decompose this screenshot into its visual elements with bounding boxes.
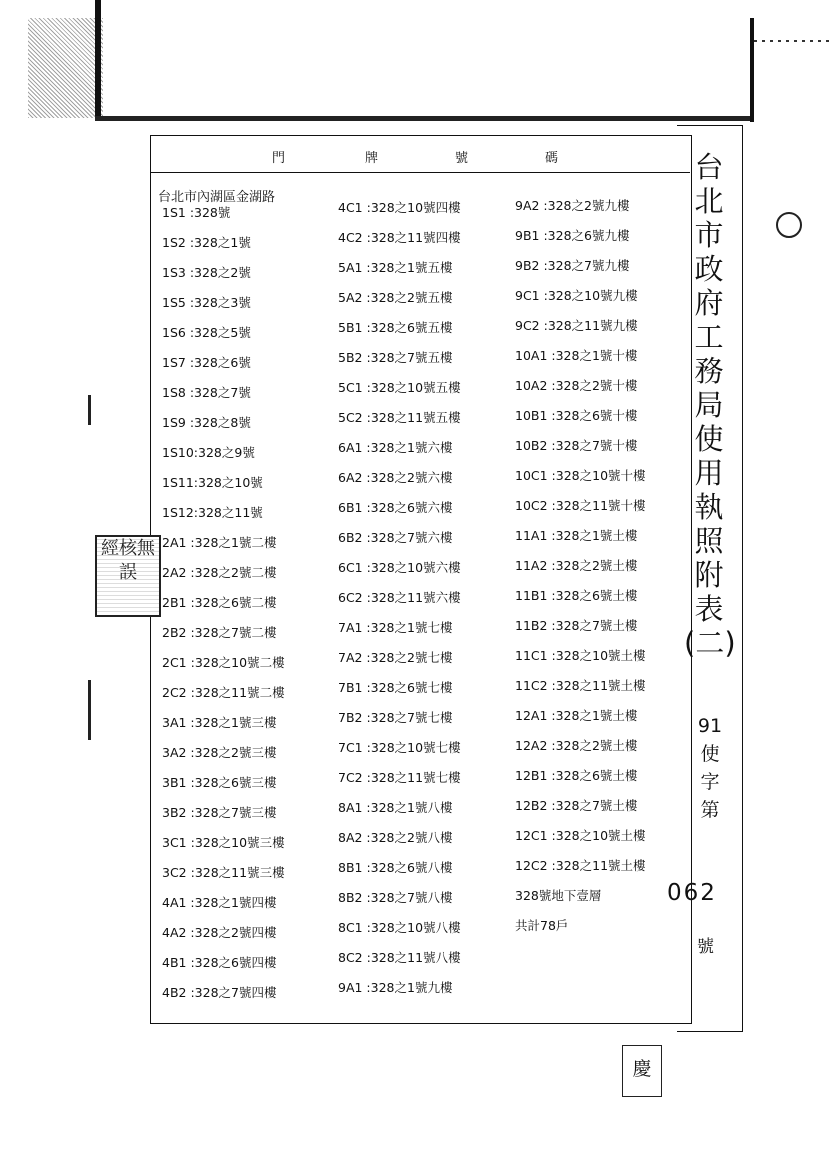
address-prefix: 台北市內湖區金湖路: [158, 190, 276, 205]
punch-hole: [776, 212, 802, 238]
address-entry: 10C2 :328之11號十樓: [515, 498, 646, 513]
address-entry: 3C2 :328之11號三樓: [162, 865, 285, 880]
address-entry: 4C2 :328之11號四樓: [338, 230, 461, 245]
doc-year: 91: [697, 715, 723, 737]
address-entry: 11A1 :328之1號土樓: [515, 528, 638, 543]
margin-mark: [88, 395, 91, 425]
address-entry: 11A2 :328之2號土樓: [515, 558, 638, 573]
address-entry: 12B2 :328之7號土樓: [515, 798, 638, 813]
address-entry: 5B2 :328之7號五樓: [338, 350, 453, 365]
address-entry: 11C2 :328之11號土樓: [515, 678, 646, 693]
address-entry: 12B1 :328之6號土樓: [515, 768, 638, 783]
address-entry: 12C2 :328之11號土樓: [515, 858, 646, 873]
address-entry: 共計78戶: [515, 918, 569, 933]
address-column-2: [338, 193, 461, 1003]
approval-stamp: 經核無誤: [95, 535, 161, 617]
address-entry: 10B1 :328之6號十樓: [515, 408, 638, 423]
address-entry: 4B1 :328之6號四樓: [162, 955, 277, 970]
address-entry: 7C2 :328之11號七樓: [338, 770, 461, 785]
address-entry: 7A1 :328之1號七樓: [338, 620, 453, 635]
address-entry: 12A1 :328之1號土樓: [515, 708, 638, 723]
address-entry: 8C1 :328之10號八樓: [338, 920, 461, 935]
address-entry: 5C2 :328之11號五樓: [338, 410, 461, 425]
doc-char-di: 第: [700, 799, 720, 821]
address-entry: 1S11:328之10號: [162, 475, 263, 490]
address-entry: 6B2 :328之7號六樓: [338, 530, 453, 545]
address-entry: 6C1 :328之10號六樓: [338, 560, 461, 575]
address-entry: 1S8 :328之7號: [162, 385, 251, 400]
header-hao: 號: [455, 151, 469, 166]
address-entry: 1S9 :328之8號: [162, 415, 251, 430]
margin-mark: [88, 680, 91, 740]
address-entry: 2C2 :328之11號二樓: [162, 685, 285, 700]
address-entry: 8A2 :328之2號八樓: [338, 830, 453, 845]
scan-edge-right: [750, 18, 754, 122]
address-entry: 12A2 :328之2號土樓: [515, 738, 638, 753]
address-entry: 5C1 :328之10號五樓: [338, 380, 461, 395]
address-entry: 1S12:328之11號: [162, 505, 263, 520]
address-entry: 8C2 :328之11號八樓: [338, 950, 461, 965]
doc-char-zi: 字: [700, 771, 720, 793]
address-entry: 1S10:328之9號: [162, 445, 255, 460]
address-entry: 11C1 :328之10號土樓: [515, 648, 646, 663]
address-entry: 10C1 :328之10號十樓: [515, 468, 646, 483]
address-entry: 11B1 :328之6號土樓: [515, 588, 638, 603]
address-entry: 3A2 :328之2號三樓: [162, 745, 277, 760]
address-column-1: [162, 198, 285, 1008]
address-entry: 5B1 :328之6號五樓: [338, 320, 453, 335]
doc-number-value: 062: [667, 880, 717, 906]
address-entry: 328號地下壹層: [515, 888, 602, 903]
address-entry: 1S2 :328之1號: [162, 235, 251, 250]
address-entry: 5A1 :328之1號五樓: [338, 260, 453, 275]
address-entry: 3A1 :328之1號三樓: [162, 715, 277, 730]
address-entry: 1S3 :328之2號: [162, 265, 251, 280]
address-entry: 10A1 :328之1號十樓: [515, 348, 638, 363]
header-ma: 碼: [545, 151, 559, 166]
address-entry: 7C1 :328之10號七樓: [338, 740, 461, 755]
address-entry: 2A1 :328之1號二樓: [162, 535, 277, 550]
address-entry: 3C1 :328之10號三樓: [162, 835, 285, 850]
address-entry: 4C1 :328之10號四樓: [338, 200, 461, 215]
address-entry: 9A1 :328之1號九樓: [338, 980, 453, 995]
document-number: [690, 712, 730, 824]
scan-noise: [28, 18, 103, 118]
scan-dashes: [754, 40, 834, 42]
address-entry: 8B1 :328之6號八樓: [338, 860, 453, 875]
address-entry: 5A2 :328之2號五樓: [338, 290, 453, 305]
header-men: 門: [272, 151, 286, 166]
address-entry: 4A1 :328之1號四樓: [162, 895, 277, 910]
address-entry: 9A2 :328之2號九樓: [515, 198, 630, 213]
address-entry: 2A2 :328之2號二樓: [162, 565, 277, 580]
address-entry: 2B1 :328之6號二樓: [162, 595, 277, 610]
address-entry: 9B1 :328之6號九樓: [515, 228, 630, 243]
personal-seal: 慶: [622, 1045, 662, 1097]
address-entry: 3B2 :328之7號三樓: [162, 805, 277, 820]
doc-suffix: 號: [697, 937, 714, 957]
address-entry: 4B2 :328之7號四樓: [162, 985, 277, 1000]
address-entry: 8A1 :328之1號八樓: [338, 800, 453, 815]
address-entry: 10A2 :328之2號十樓: [515, 378, 638, 393]
address-entry: 8B2 :328之7號八樓: [338, 890, 453, 905]
address-entry: 3B1 :328之6號三樓: [162, 775, 277, 790]
address-entry: 6B1 :328之6號六樓: [338, 500, 453, 515]
address-entry: 11B2 :328之7號土樓: [515, 618, 638, 633]
scan-edge-left: [95, 0, 101, 120]
address-column-3: [515, 191, 646, 941]
address-entry: 7A2 :328之2號七樓: [338, 650, 453, 665]
document-title: 台北市政府工務局使用執照附表(二): [684, 150, 736, 660]
address-entry: 9C2 :328之11號九樓: [515, 318, 638, 333]
address-entry: 2B2 :328之7號二樓: [162, 625, 277, 640]
header-pai: 牌: [365, 151, 379, 166]
address-entry: 9C1 :328之10號九樓: [515, 288, 638, 303]
address-entry: 1S7 :328之6號: [162, 355, 251, 370]
address-entry: 10B2 :328之7號十樓: [515, 438, 638, 453]
address-entry: 1S5 :328之3號: [162, 295, 251, 310]
address-entry: 1S1 :328號: [162, 205, 231, 220]
address-entry: 6A1 :328之1號六樓: [338, 440, 453, 455]
address-entry: 7B2 :328之7號七樓: [338, 710, 453, 725]
address-entry: 6C2 :328之11號六樓: [338, 590, 461, 605]
address-entry: 6A2 :328之2號六樓: [338, 470, 453, 485]
address-entry: 4A2 :328之2號四樓: [162, 925, 277, 940]
scan-edge-top: [95, 116, 750, 121]
address-entry: 7B1 :328之6號七樓: [338, 680, 453, 695]
address-entry: 12C1 :328之10號土樓: [515, 828, 646, 843]
address-entry: 9B2 :328之7號九樓: [515, 258, 630, 273]
address-entry: 2C1 :328之10號二樓: [162, 655, 285, 670]
header-divider: [150, 172, 690, 173]
doc-char-shi: 使: [700, 743, 720, 765]
address-entry: 1S6 :328之5號: [162, 325, 251, 340]
